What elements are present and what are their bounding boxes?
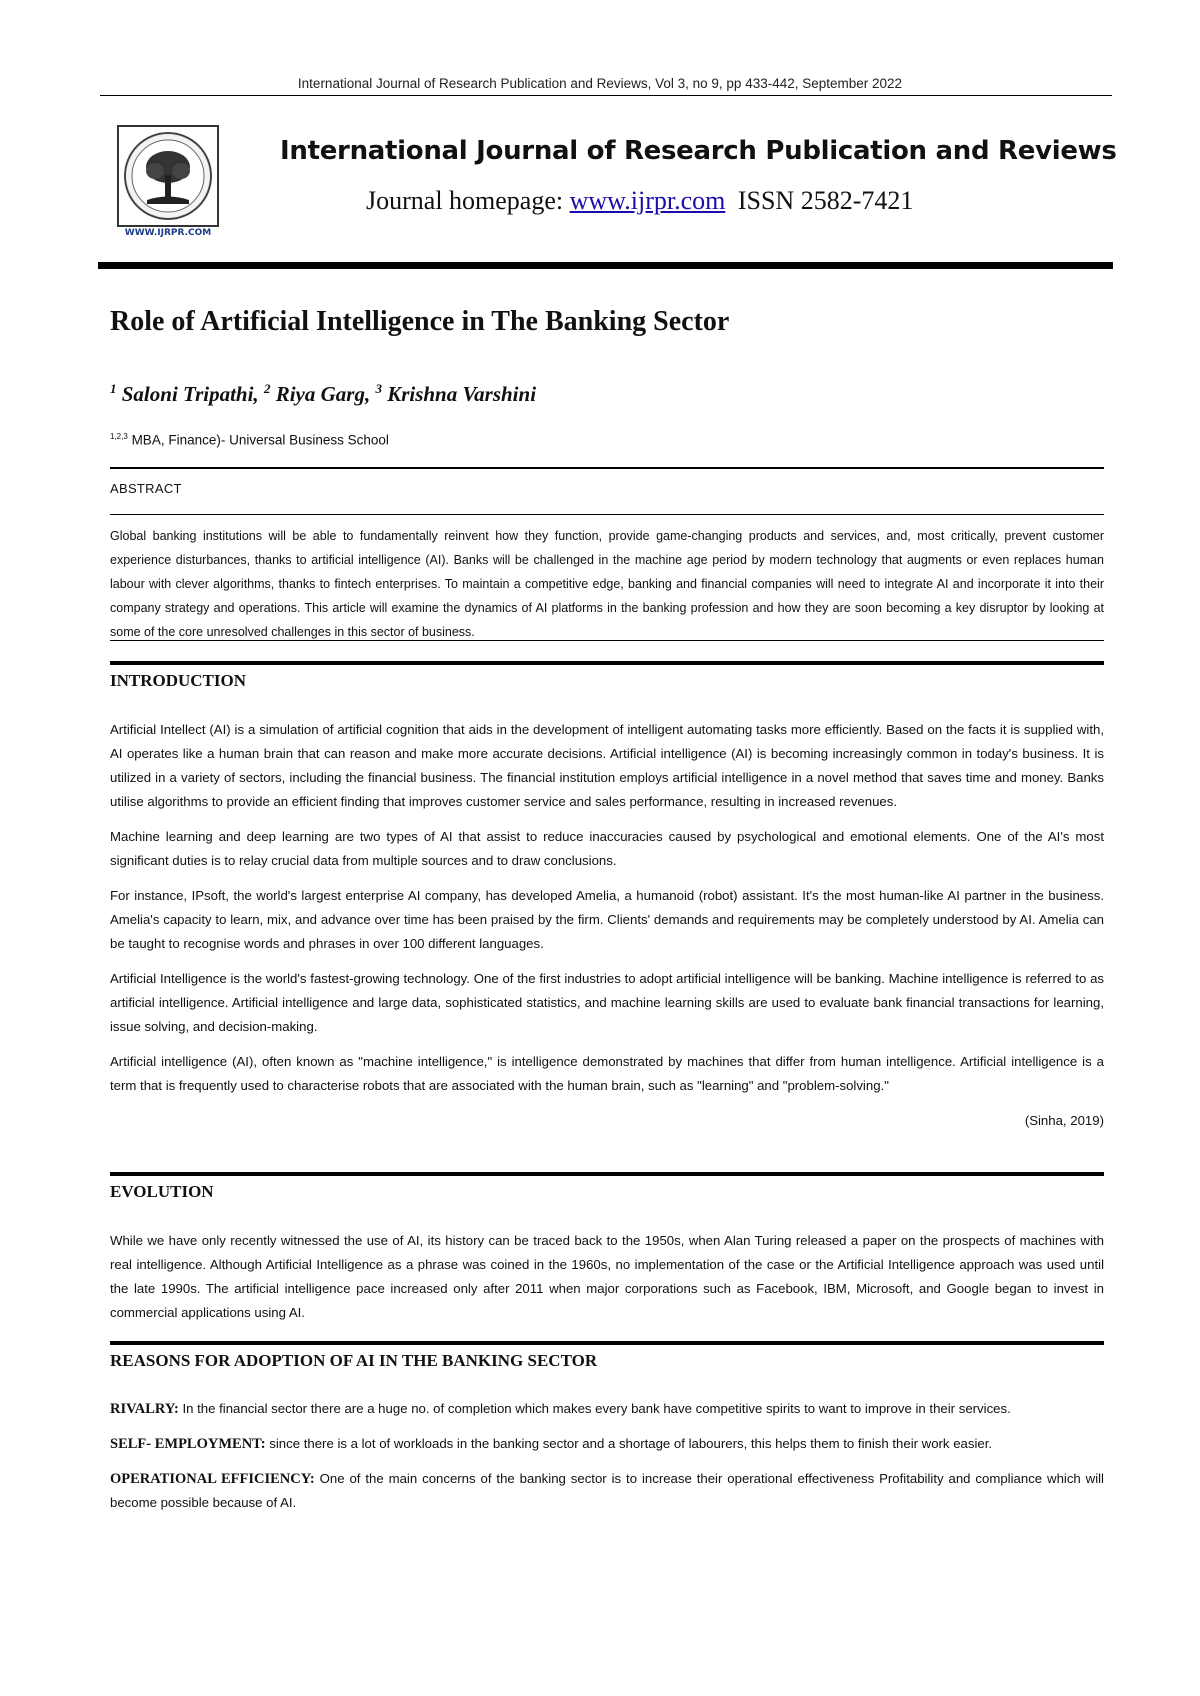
introduction-paragraph: Machine learning and deep learning are two types of AI that assist to reduce inaccuracies caused by psychological and emotional elements. One of the AI's most significant duties is to relay crucial data from multiple sources and to draw conclusions.	[110, 829, 1104, 868]
section-heading-reasons: REASONS FOR ADOPTION OF AI IN THE BANKING SECTOR	[110, 1351, 598, 1370]
author-number: 3	[375, 381, 382, 396]
reasons-body	[110, 1397, 1104, 1526]
homepage-link[interactable]: www.ijrpr.com	[569, 186, 726, 215]
reason-item	[110, 1432, 1104, 1456]
abstract-label: ABSTRACT	[110, 481, 182, 496]
logo-caption: WWW.IJRPR.COM	[124, 228, 212, 238]
affiliation-marks: 1,2,3	[110, 432, 128, 441]
abstract-bottom-rule	[110, 640, 1104, 641]
issn: ISSN 2582-7421	[737, 186, 914, 215]
journal-homepage-line	[366, 186, 913, 216]
section-heading-evolution: EVOLUTION	[110, 1182, 214, 1201]
introduction-paragraph: For instance, IPsoft, the world's largest enterprise AI company, has developed Amelia, a humanoid (robot) assistant. It's the most human-like AI partner in the business. Amelia's capacity to learn, mix, and advance over time has been praised by the firm. Clients' demands and requirements may be completely understood by AI. Amelia can be taught to recognise words and phrases in over 100 different languages.	[110, 888, 1104, 951]
reason-item	[110, 1467, 1104, 1515]
author-name: Saloni Tripathi,	[121, 382, 259, 406]
reason-term: RIVALRY:	[110, 1401, 179, 1417]
masthead-divider	[98, 262, 1113, 269]
reason-term: SELF- EMPLOYMENT:	[110, 1436, 266, 1452]
introduction-paragraph: Artificial Intelligence is the world's fastest-growing technology. One of the first industries to adopt artificial intelligence will be banking. Machine intelligence is referred to as artificial intelligence. Artificial intelligence and large data, sophisticated statistics, and machine learning skills are used to evaluate bank financial transactions for learning, issue solving, and decision-making.	[110, 971, 1104, 1034]
section-heading-introduction: INTRODUCTION	[110, 671, 247, 690]
introduction-body	[110, 718, 1104, 1144]
abstract-text: Global banking institutions will be able to fundamentally reinvent how they function, provide game-changing products and services, and, most critically, prevent customer experience disturbances, thanks to artificial intelligence (AI). Banks will be challenged in the machine age period by modern technology that augments or even replaces human labour with clever algorithms, thanks to fintech enterprises. To maintain a competitive edge, banking and financial companies will need to integrate AI and incorporate it into their company strategy and operations. This article will examine the dynamics of AI platforms in the banking profession and how they are soon becoming a key disruptor by looking at some of the core unresolved challenges in this sector of business.	[110, 529, 1104, 639]
introduction-paragraph: Artificial intelligence (AI), often known as "machine intelligence," is intelligence demonstrated by machines that differ from human intelligence. Artificial intelligence is a term that is frequently used to characterise robots that are associated with the human brain, such as "learning" and "problem-solving."	[110, 1054, 1104, 1093]
author-list	[110, 381, 536, 407]
homepage-label: Journal homepage:	[366, 186, 564, 215]
reason-item	[110, 1397, 1104, 1421]
introduction-paragraph: Artificial Intellect (AI) is a simulation of artificial cognition that aids in the development of intelligent automating tasks more efficiently. Based on the facts it is supplied with, AI operates like a human brain that can reason and make more accurate decisions. Artificial intelligence (AI) is becoming increasingly common in today's business. It is utilized in a variety of sectors, including the financial business. The financial institution employs artificial intelligence in a novel method that saves time and money. Banks utilise algorithms to provide an efficient finding that improves customer service and sales performance, resulting in increased revenues.	[110, 722, 1104, 809]
reason-text: One of the main concerns of the banking sector is to increase their operational effectiveness Profitability and compliance which will become possible because of AI.	[110, 1471, 1104, 1510]
journal-name: International Journal of Research Publication and Reviews	[280, 136, 1117, 166]
evolution-body	[110, 1229, 1104, 1336]
author-name: Riya Garg,	[275, 382, 371, 406]
section-rule-introduction	[110, 661, 1104, 665]
journal-logo	[117, 125, 219, 241]
author-name: Krishna Varshini	[387, 382, 537, 406]
paper-title: Role of Artificial Intelligence in The Banking Sector	[110, 306, 730, 337]
reason-term: OPERATIONAL EFFICIENCY:	[110, 1471, 315, 1487]
reason-text: since there is a lot of workloads in the banking sector and a shortage of labourers, this helps them to finish their work easier.	[265, 1436, 993, 1451]
section-rule-evolution	[110, 1172, 1104, 1176]
author-number: 1	[110, 381, 117, 396]
author-number: 2	[263, 381, 271, 396]
abstract-top-rule	[110, 467, 1104, 469]
running-header: International Journal of Research Publication and Reviews, Vol 3, no 9, pp 433-442, September 2022	[297, 76, 903, 91]
reason-text: In the financial sector there are a huge no. of completion which makes every bank have competitive spirits to want to improve in their services.	[178, 1401, 1011, 1416]
section-rule-reasons	[110, 1341, 1104, 1345]
evolution-paragraph: While we have only recently witnessed the use of AI, its history can be traced back to the 1950s, when Alan Turing released a paper on the prospects of machines with real intelligence. Although Artificial Intelligence as a phrase was coined in the 1960s, no implementation of the case or the Artificial Intelligence approach was used until the late 1990s. The artificial intelligence pace increased only after 2011 when major corporations such as Facebook, IBM, Microsoft, and Google began to invest in commercial applications using AI.	[110, 1233, 1104, 1320]
tree-seal-icon	[117, 125, 219, 241]
header-divider	[100, 95, 1112, 96]
affiliation	[110, 432, 389, 448]
abstract-label-rule	[110, 514, 1104, 515]
citation: (Sinha, 2019)	[1024, 1113, 1104, 1128]
affiliation-text: MBA, Finance)- Universal Business School	[131, 432, 389, 448]
